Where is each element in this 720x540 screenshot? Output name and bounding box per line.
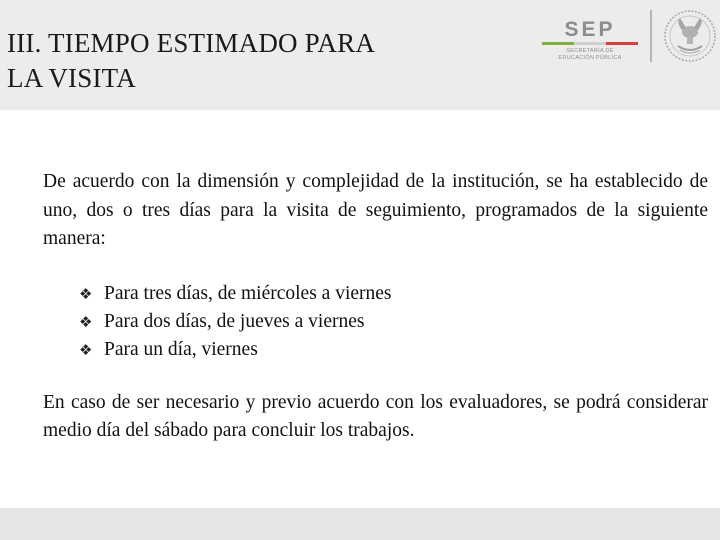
intro-paragraph: De acuerdo con la dimensión y complejidad de la institución, se ha establecido de uno, dos o tres días para la visita de seguimiento, programados de la siguiente manera: [43,171,708,249]
closing-paragraph: En caso de ser necesario y previo acuerdo con los evaluadores, se podrá considerar medio día del sábado para concluir los trabajos. [43,391,708,441]
list-item [79,308,708,336]
sep-subtitle-line-1: SECRETARÍA DE [566,48,614,54]
slide-title [7,26,447,96]
sep-logo [542,8,714,66]
slide-header [0,0,720,110]
white-bar [574,42,606,45]
red-bar [606,42,638,45]
slide-body [43,168,708,446]
sep-logo-subtitle [542,48,638,62]
list-item-text: Para dos días, de jueves a viernes [104,310,365,332]
coat-of-arms-icon [662,8,718,64]
slide-title-line-1: III. TIEMPO ESTIMADO PARA [7,28,376,58]
list-item [79,336,708,364]
slide-footer-band [0,508,720,540]
sep-logo-text: SEP [564,18,616,41]
bullet-list [43,280,708,364]
sep-tricolor-bar [542,42,638,45]
sep-subtitle-line-2: EDUCACIÓN PÚBLICA [558,55,622,61]
logo-divider [650,10,652,62]
list-item [79,280,708,308]
list-item-text: Para tres días, de miércoles a viernes [104,282,392,304]
diamond-bullet-icon: ❖ [79,284,93,303]
green-bar [542,42,574,45]
list-item-text: Para un día, viernes [104,338,258,360]
diamond-bullet-icon: ❖ [79,312,93,331]
diamond-bullet-icon: ❖ [79,340,93,359]
slide-title-line-2: LA VISITA [7,63,136,93]
